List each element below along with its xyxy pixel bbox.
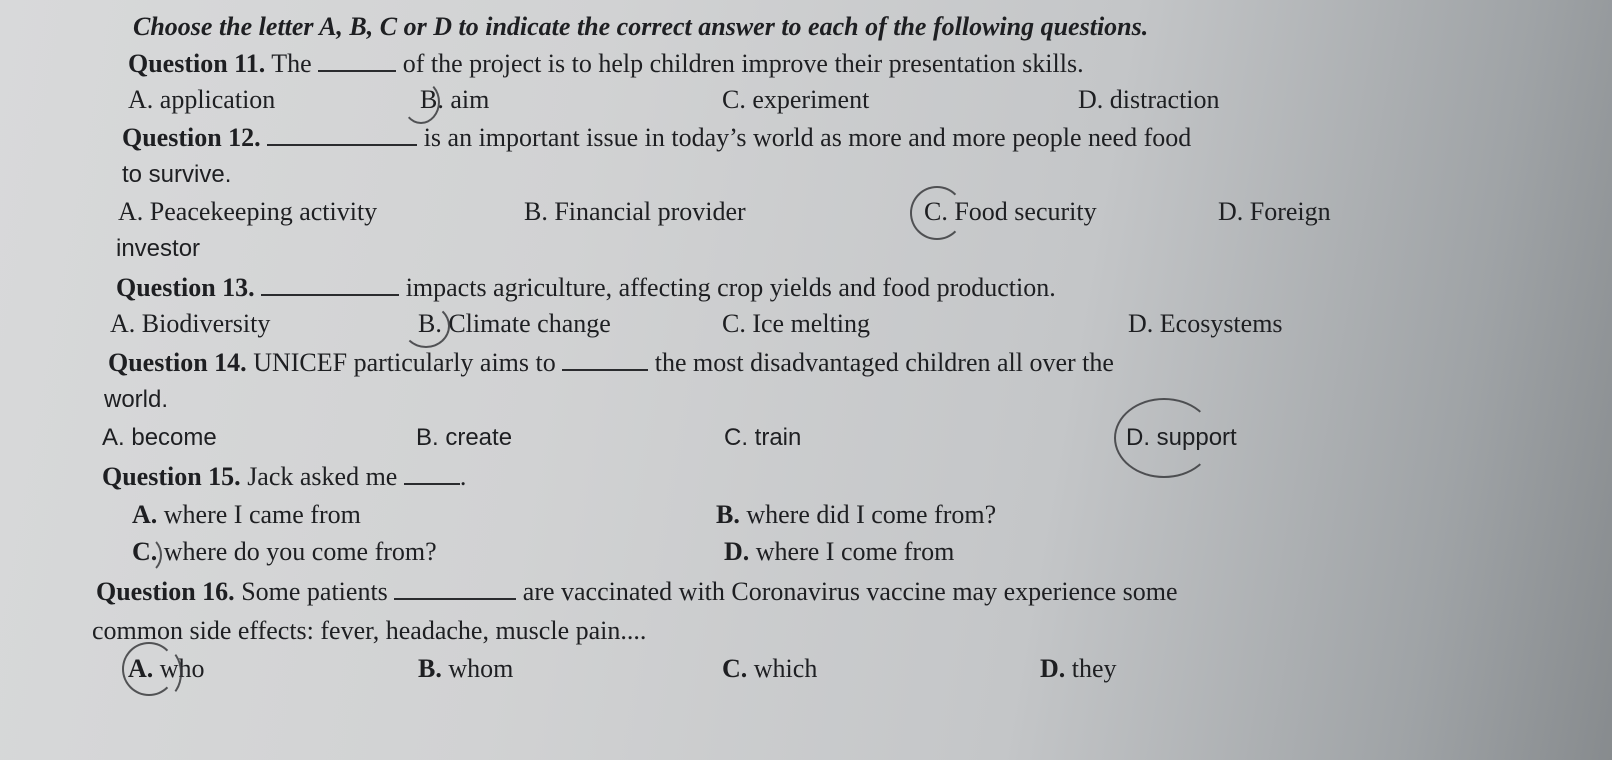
answer-mark-q15 bbox=[128, 536, 162, 574]
question-13-option-b: B. Climate change bbox=[418, 309, 611, 338]
question-13-blank bbox=[261, 272, 399, 296]
question-16-blank bbox=[394, 576, 516, 600]
question-11-option-b: B. aim bbox=[420, 85, 490, 114]
answer-mark-q14 bbox=[1114, 398, 1214, 478]
question-12-continuation: to survive. bbox=[122, 161, 232, 188]
question-16-continuation: common side effects: fever, headache, muscle pain.... bbox=[92, 616, 647, 645]
question-13-stem bbox=[116, 272, 1056, 303]
question-16-option-d-letter: D. bbox=[1040, 654, 1066, 683]
question-16-stem bbox=[96, 576, 1178, 607]
question-15-option-a-text: where I came from bbox=[163, 500, 361, 529]
question-15-option-b-letter: B. bbox=[716, 500, 740, 529]
question-12-option-c: C. Food security bbox=[924, 197, 1097, 226]
question-14-after: the most disadvantaged children all over the bbox=[654, 348, 1114, 377]
question-16-option-b-text: whom bbox=[448, 654, 514, 683]
question-12-blank bbox=[267, 122, 417, 146]
answer-mark-q12 bbox=[910, 186, 964, 240]
question-15-option-d-letter: D. bbox=[724, 537, 750, 566]
question-16-option-b bbox=[418, 654, 513, 684]
question-15-after: . bbox=[459, 462, 467, 491]
question-13-option-d: D. Ecosystems bbox=[1128, 309, 1283, 338]
question-16-label: Question 16. bbox=[96, 577, 235, 606]
question-11-before: The bbox=[271, 49, 312, 78]
question-15-option-b-text: where did I come from? bbox=[746, 500, 997, 529]
question-15-option-c-letter: C. bbox=[132, 537, 158, 566]
question-16-option-a-letter: A. bbox=[128, 654, 154, 683]
question-16-after: are vaccinated with Coronavirus vaccine may experience some bbox=[522, 577, 1178, 606]
question-16-option-b-letter: B. bbox=[418, 654, 442, 683]
question-14-blank bbox=[562, 347, 648, 371]
question-16-option-c bbox=[722, 654, 817, 684]
question-15-option-d-text: where I come from bbox=[755, 537, 955, 566]
question-16-option-c-letter: C. bbox=[722, 654, 748, 683]
answer-mark-q16-right bbox=[148, 648, 182, 698]
answer-mark-q11 bbox=[402, 80, 440, 124]
question-12-option-d: D. Foreign bbox=[1218, 197, 1331, 226]
question-14-option-a: A. become bbox=[102, 424, 217, 451]
question-15-option-c-text: where do you come from? bbox=[163, 537, 437, 566]
question-12-option-a: A. Peacekeeping activity bbox=[118, 197, 378, 226]
question-16-option-c-text: which bbox=[753, 654, 818, 683]
question-15-stem bbox=[102, 461, 466, 492]
question-13-option-a: A. Biodiversity bbox=[110, 309, 271, 338]
question-16-option-d-text: they bbox=[1071, 654, 1117, 683]
question-15-option-a-letter: A. bbox=[132, 500, 158, 529]
question-12-label: Question 12. bbox=[122, 123, 261, 152]
question-11-after: of the project is to help children improve their presentation skills. bbox=[402, 49, 1084, 78]
question-13-option-c: C. Ice melting bbox=[722, 309, 871, 338]
question-14-continuation: world. bbox=[104, 386, 169, 413]
question-15-option-b bbox=[716, 500, 996, 530]
question-13-after: impacts agriculture, affecting crop yields and food production. bbox=[405, 273, 1056, 302]
question-14-option-b: B. create bbox=[416, 424, 513, 451]
instruction-text: Choose the letter A, B, C or D to indicate the correct answer to each of the following questions. bbox=[133, 12, 1149, 41]
question-15-option-a bbox=[132, 500, 361, 530]
question-16-option-a-text: who bbox=[159, 654, 205, 683]
question-14-before: UNICEF particularly aims to bbox=[253, 348, 556, 377]
question-14-option-d: D. support bbox=[1126, 424, 1237, 451]
question-12-option-b: B. Financial provider bbox=[524, 197, 746, 226]
question-16-option-d bbox=[1040, 654, 1117, 684]
question-11-stem bbox=[128, 48, 1084, 79]
question-15-before: Jack asked me bbox=[247, 462, 398, 491]
question-11-option-a: A. application bbox=[128, 85, 276, 114]
question-15-blank bbox=[404, 461, 460, 485]
question-12-option-continuation: investor bbox=[116, 235, 201, 262]
question-12-stem bbox=[122, 122, 1191, 153]
question-14-option-c: C. train bbox=[724, 424, 802, 451]
question-14-stem bbox=[108, 347, 1114, 378]
question-15-label: Question 15. bbox=[102, 462, 241, 491]
question-11-label: Question 11. bbox=[128, 49, 266, 78]
answer-mark-q13 bbox=[402, 304, 450, 348]
question-14-label: Question 14. bbox=[108, 348, 247, 377]
question-13-label: Question 13. bbox=[116, 273, 255, 302]
question-11-option-d: D. distraction bbox=[1078, 85, 1220, 114]
question-11-blank bbox=[318, 48, 396, 72]
question-15-option-d bbox=[724, 537, 954, 567]
question-11-option-c: C. experiment bbox=[722, 85, 870, 114]
question-12-after: is an important issue in today’s world as more and more people need food bbox=[423, 123, 1192, 152]
question-15-option-c bbox=[132, 537, 437, 567]
question-16-before: Some patients bbox=[241, 577, 388, 606]
